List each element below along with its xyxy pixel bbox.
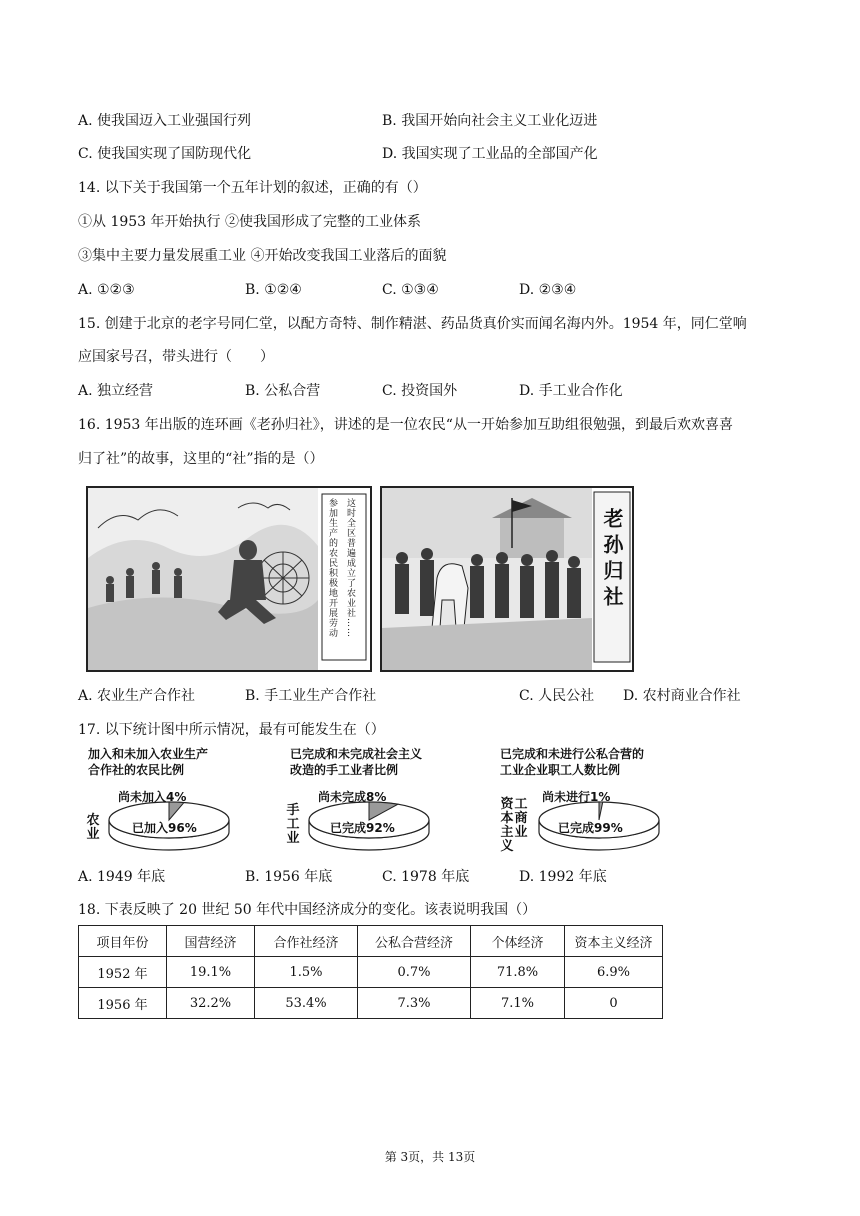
pie3-title-line2: 工业企业职工人数比例 [500,763,621,777]
pie2-side-label: 手工业 [286,803,300,846]
pie2-title-line2: 改造的手工业者比例 [290,763,399,777]
pie2-major-label: 已完成92% [330,821,395,835]
comic-left-caption: 这时全区普遍成立了农业社…… [345,498,355,638]
q13-option-a: A. 使我国迈入工业强国行列 [78,113,252,129]
table-cell: 7.3% [358,988,471,1019]
comic-panel-right [380,486,634,672]
q14-items-line1: ①从 1953 年开始执行 ②使我国形成了完整的工业体系 [78,214,421,230]
q16-option-c: C. 人民公社 [519,688,595,704]
pie3-side-zi: 资 [500,797,514,812]
pie3-side-label-col1 [514,798,528,840]
page-footer: 第 3页，共 13页 [384,1150,476,1164]
table-cell: 32.2% [167,988,255,1019]
q14-option-d: D. ②③④ [519,282,577,298]
q15-stem-line1: 15. 创建于北京的老字号同仁堂，以配方奇特、制作精湛、药品货真价实而闻名海内外。1954 年，同仁堂响 [78,316,747,332]
pie3-side-gong: 工 [514,797,528,812]
comic-left-caption-2: 参加生产的农民积极地开展劳动 [327,498,337,638]
table-cell: 0 [565,988,663,1019]
economy-table [78,925,663,1019]
q15-option-c: C. 投资国外 [382,383,458,399]
table-header-cell: 公私合营经济 [358,926,471,957]
comic-panel-left [86,486,372,672]
pie3-minor-label: 尚未进行1% [542,790,611,804]
q17-option-b: B. 1956 年底 [245,869,333,885]
q16-stem-line1: 16. 1953 年出版的连环画《老孙归社》，讲述的是一位农民“从一开始参加互助组很勉强，到最后欢欢喜喜 [78,417,733,433]
table-cell: 7.1% [471,988,565,1019]
q15-option-a: A. 独立经营 [78,383,154,399]
q14-items-line2: ③集中主要力量发展重工业 ④开始改变我国工业落后的面貌 [78,248,447,264]
q14-stem: 14. 以下关于我国第一个五年计划的叙述，正确的有（） [78,180,427,196]
table-cell: 71.8% [471,957,565,988]
pie1-title-line2: 合作社的农民比例 [88,763,185,777]
q15-option-b: B. 公私合营 [245,383,321,399]
q14-option-a: A. ①②③ [78,282,135,298]
table-cell: 6.9% [565,957,663,988]
q16-option-d: D. 农村商业合作社 [623,688,741,704]
pie3-major-label: 已完成99% [558,821,623,835]
table-header-cell: 资本主义经济 [565,926,663,957]
table-header-cell: 国营经济 [167,926,255,957]
q18-stem: 18. 下表反映了 20 世纪 50 年代中国经济成分的变化。该表说明我国（） [78,902,537,918]
q17-option-c: C. 1978 年底 [382,869,470,885]
table-cell: 19.1% [167,957,255,988]
q17-stem: 17. 以下统计图中所示情况，最有可能发生在（） [78,722,385,738]
q17-option-a: A. 1949 年底 [78,869,166,885]
q16-option-a: A. 农业生产合作社 [78,688,196,704]
table-header-cell: 个体经济 [471,926,565,957]
table-header-row [79,926,663,957]
pie3-title-line1: 已完成和未进行公私合营的 [500,747,645,761]
pie3-side-ye: 业 [514,825,528,840]
pie3-side-ben: 本 [500,811,514,826]
pie3-side-yi: 义 [500,839,514,854]
pie3-side-label-col2 [500,798,514,854]
q13-option-b: B. 我国开始向社会主义工业化迈进 [382,113,598,129]
pie2-title-line1: 已完成和未完成社会主义 [290,747,423,761]
q14-option-c: C. ①③④ [382,282,439,298]
pie2-minor-label: 尚未完成8% [318,790,387,804]
table-cell: 53.4% [255,988,358,1019]
pie3-side-shang: 商 [514,811,528,826]
q16-stem-line2: 归了社”的故事，这里的“社”指的是（） [78,451,324,467]
q17-option-d: D. 1992 年底 [519,869,607,885]
table-cell: 1.5% [255,957,358,988]
q13-option-d: D. 我国实现了工业品的全部国产化 [382,146,598,162]
table-header-cell: 合作社经济 [255,926,358,957]
pie1-major-label: 已加入96% [132,821,197,835]
q13-option-c: C. 使我国实现了国防现代化 [78,146,252,162]
pie3-side-zhu: 主 [500,825,514,840]
table-cell: 0.7% [358,957,471,988]
pie1-side-label: 农业 [86,813,100,842]
table-cell: 1952 年 [79,957,167,988]
q15-stem-line2: 应国家号召，带头进行（ ） [78,349,274,365]
table-header-cell: 项目年份 [79,926,167,957]
comic-illustration-crowd [382,488,632,670]
comic-right-title: 老孙归社 [600,508,624,612]
pie1-minor-label: 尚未加入4% [118,790,187,804]
q16-option-b: B. 手工业生产合作社 [245,688,377,704]
q14-option-b: B. ①②④ [245,282,302,298]
table-row [79,957,663,988]
table-row [79,988,663,1019]
table-cell: 1956 年 [79,988,167,1019]
q15-option-d: D. 手工业合作化 [519,383,623,399]
pie1-title-line1: 加入和未加入农业生产 [88,747,209,761]
